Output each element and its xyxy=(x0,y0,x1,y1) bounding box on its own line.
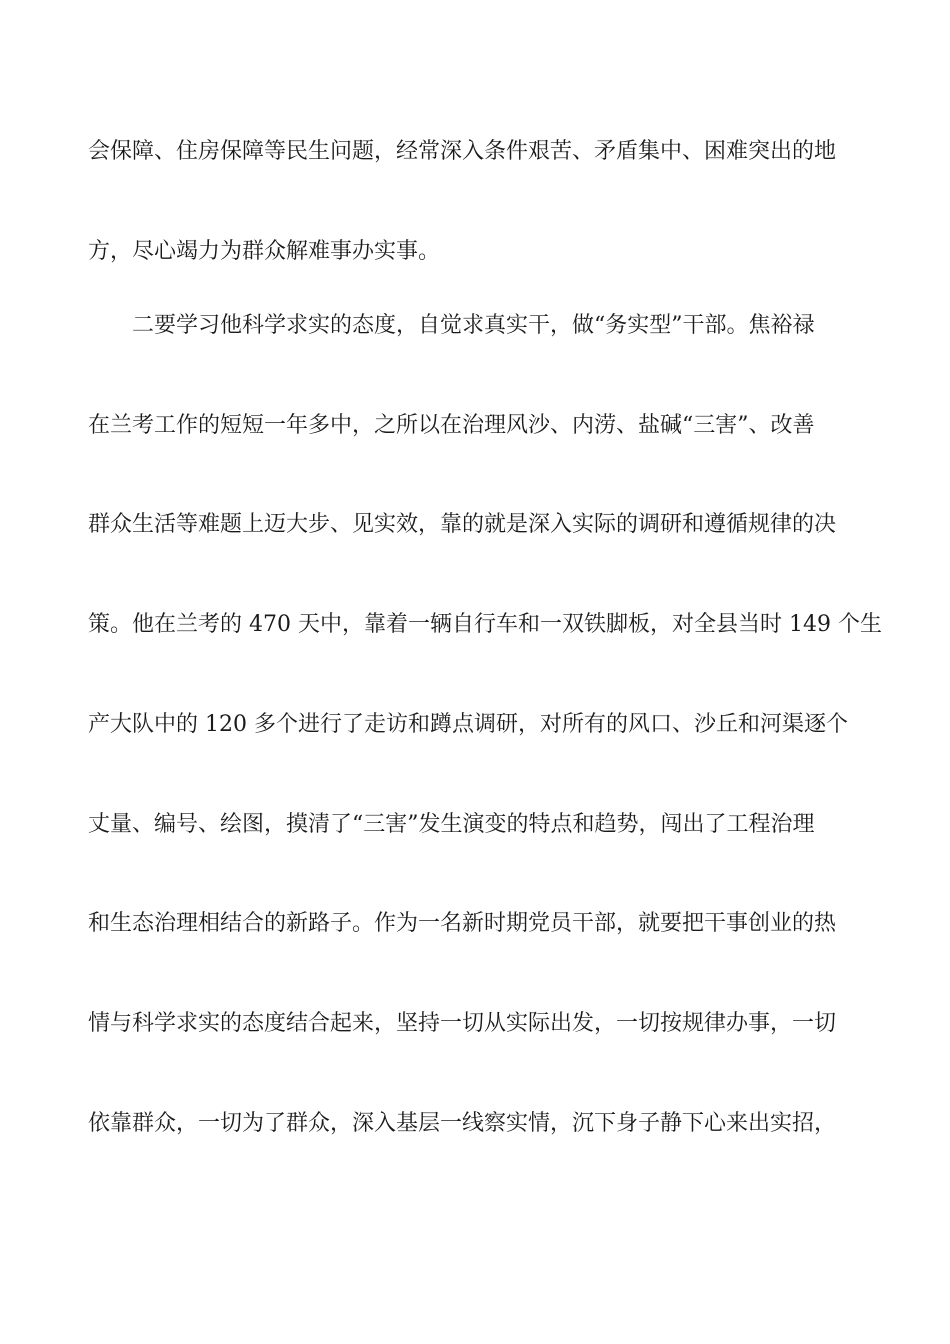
text-line: 策。他在兰考的 470 天中，靠着一辆自行车和一双铁脚板，对全县当时 149 个生 xyxy=(88,612,882,637)
text-line: 方，尽心竭力为群众解难事办实事。 xyxy=(88,239,441,264)
text-line: 在兰考工作的短短一年多中，之所以在治理风沙、内涝、盐碱“三害”、改善 xyxy=(88,413,815,438)
text-line: 丈量、编号、绘图，摸清了“三害”发生演变的特点和趋势，闯出了工程治理 xyxy=(88,812,815,837)
paragraph-start-line: 二要学习他科学求实的态度，自觉求真实干，做“务实型”干部。焦裕禄 xyxy=(132,313,815,338)
text-line: 情与科学求实的态度结合起来，坚持一切从实际出发，一切按规律办事，一切 xyxy=(88,1011,837,1036)
text-line: 产大队中的 120 多个进行了走访和蹲点调研，对所有的风口、沙丘和河渠逐个 xyxy=(88,712,848,737)
text-line: 依靠群众，一切为了群众，深入基层一线察实情，沉下身子静下心来出实招， xyxy=(88,1111,837,1136)
text-line: 和生态治理相结合的新路子。作为一名新时期党员干部，就要把干事创业的热 xyxy=(88,911,837,936)
text-line: 群众生活等难题上迈大步、见实效，靠的就是深入实际的调研和遵循规律的决 xyxy=(88,512,837,537)
text-line: 会保障、住房保障等民生问题，经常深入条件艰苦、矛盾集中、困难突出的地 xyxy=(88,139,837,164)
